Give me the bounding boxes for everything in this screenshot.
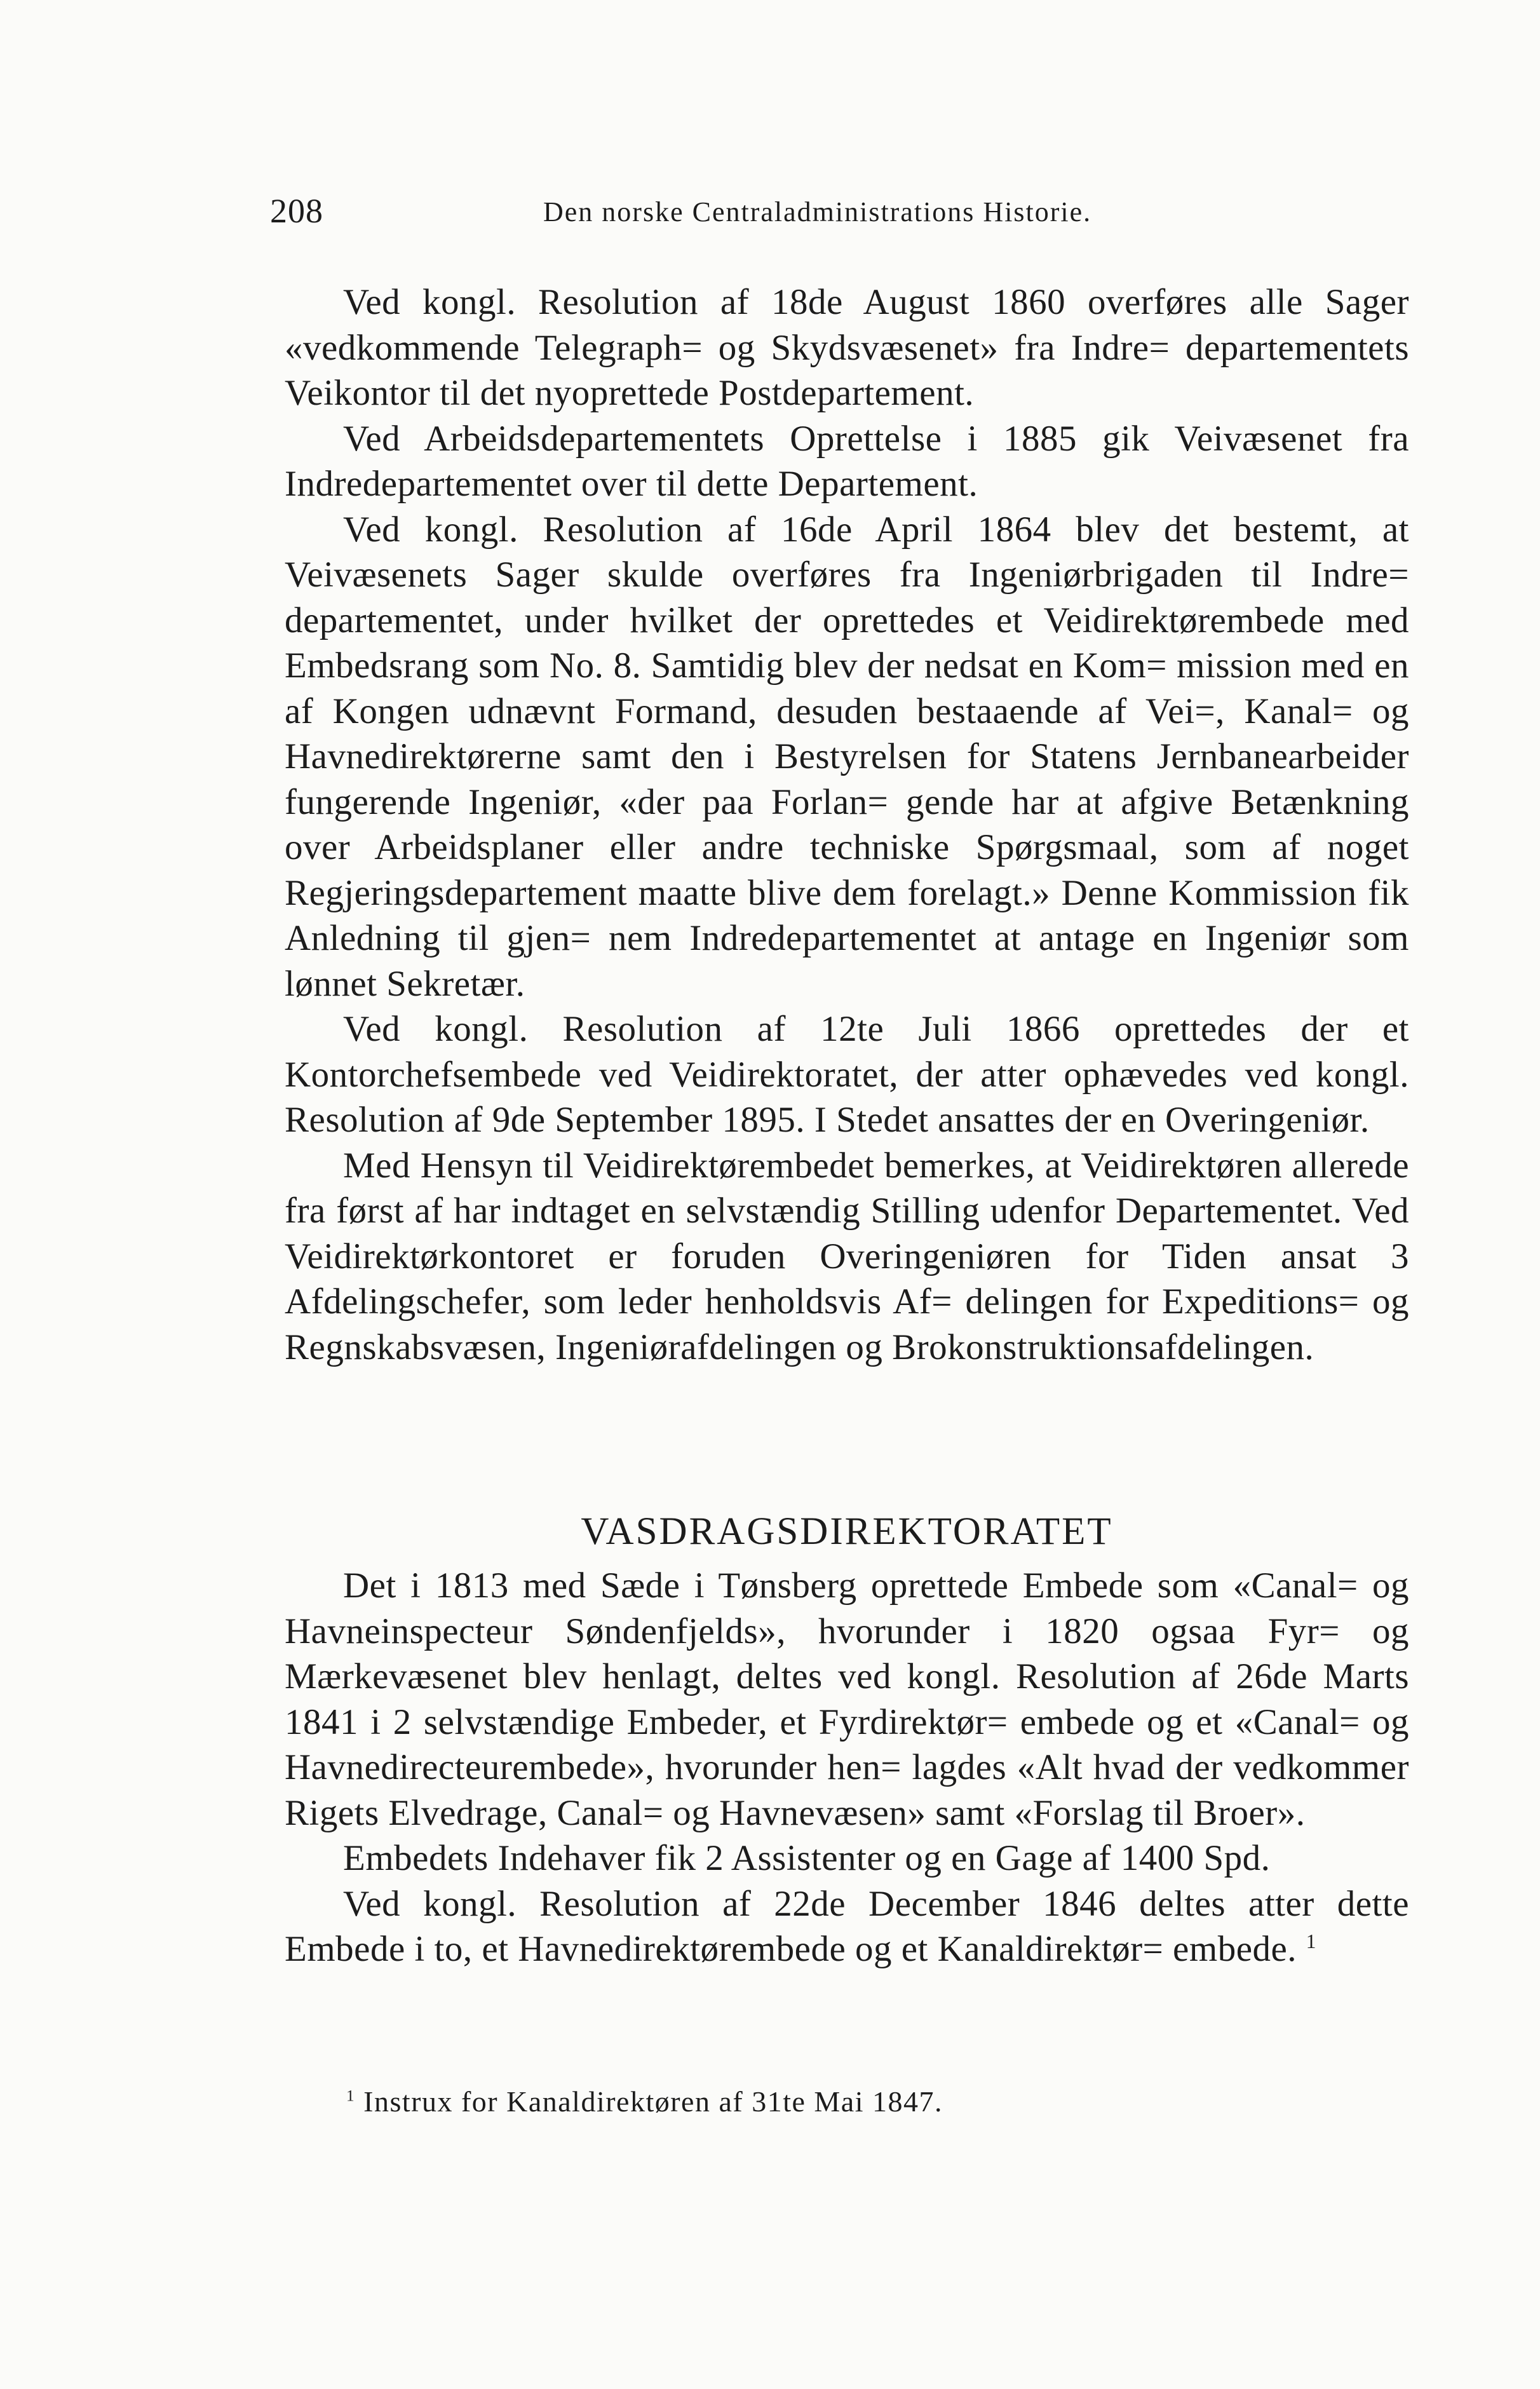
section-veivaesen — [285, 280, 1409, 1370]
page-number: 208 — [270, 192, 323, 230]
paragraph-text: Ved kongl. Resolution af 22de December 1846 deltes atter dette Embede i to, et Havnedirektørembede og et Kanaldirektør= embede. — [285, 1883, 1409, 1969]
section-vasdragsdirektoratet — [285, 1563, 1409, 1972]
paragraph: Ved kongl. Resolution af 16de April 1864 blev det bestemt, at Veivæsenets Sager skulde overføres fra Ingeniørbrigaden til Indre= departementet, under hvilket der oprettedes et Veidirektørembede med Embedsrang som No. 8. Samtidig blev der nedsat en Kom= mission med en af Kongen udnævnt Formand, desuden bestaaende af Vei=, Kanal= og Havnedirektørerne samt den i Bestyrelsen for Statens Jernbanearbeider fungerende Ingeniør, «der paa Forlan= gende har at afgive Betænkning over Arbeidsplaner eller andre techniske Spørgsmaal, som af noget Regjeringsdepartement maatte blive dem forelagt.» Denne Kommission fik Anledning til gjen= nem Indredepartementet at antage en Ingeniør som lønnet Sekretær. — [285, 509, 1409, 1004]
running-title: Den norske Centraladministrations Historie. — [543, 196, 1092, 227]
footnote-number: 1 — [346, 2087, 356, 2105]
paragraph-with-footnote — [285, 1881, 1409, 1972]
footnote-marker: 1 — [1306, 1930, 1316, 1952]
footnote — [346, 2087, 943, 2116]
paragraph: Det i 1813 med Sæde i Tønsberg oprettede Embede som «Canal= og Havneinspecteur Søndenfjelds», hvorunder i 1820 ogsaa Fyr= og Mærkevæsenet blev henlagt, deltes ved kongl. Resolution af 26de Marts 1841 i 2 selvstændige Embeder, et Fyrdirektør= embede og et «Canal= og Havnedirecteurembede», hvorunder hen= lagdes «Alt hvad der vedkommer Rigets Elvedrage, Canal= og Havnevæsen» samt «Forslag til Broer». — [285, 1566, 1409, 1833]
paragraph: Ved kongl. Resolution af 12te Juli 1866 oprettedes der et Kontorchefsembede ved Veidirektoratet, der atter ophævedes ved kongl. Resolution af 9de September 1895. I Stedet ansattes der en Overingeniør. — [285, 1009, 1409, 1140]
paragraph: Embedets Indehaver fik 2 Assistenter og en Gage af 1400 Spd. — [343, 1838, 1271, 1878]
paragraph: Med Hensyn til Veidirektørembedet bemerkes, at Veidirektøren allerede fra først af har indtaget en selvstændig Stilling udenfor Departementet. Ved Veidirektørkontoret er foruden Overingeniøren for Tiden ansat 3 Afdelingschefer, som leder henholdsvis Af= delingen for Expeditions= og Regnskabsvæsen, Ingeniørafdelingen og Brokonstruktionsafdelingen. — [285, 1145, 1409, 1367]
paragraph: Ved kongl. Resolution af 18de August 1860 overføres alle Sager «vedkommende Telegraph= og Skydsvæsenet» fra Indre= departementets Veikontor til det nyoprettede Postdepartement. — [285, 282, 1409, 413]
section-heading: VASDRAGSDIREKTORATET — [581, 1510, 1113, 1553]
paragraph: Ved Arbeidsdepartementets Oprettelse i 1885 gik Veivæsenet fra Indredepartementet over til dette Departement. — [285, 418, 1409, 504]
footnote-text: Instrux for Kanaldirektøren af 31te Mai 1847. — [363, 2085, 943, 2118]
